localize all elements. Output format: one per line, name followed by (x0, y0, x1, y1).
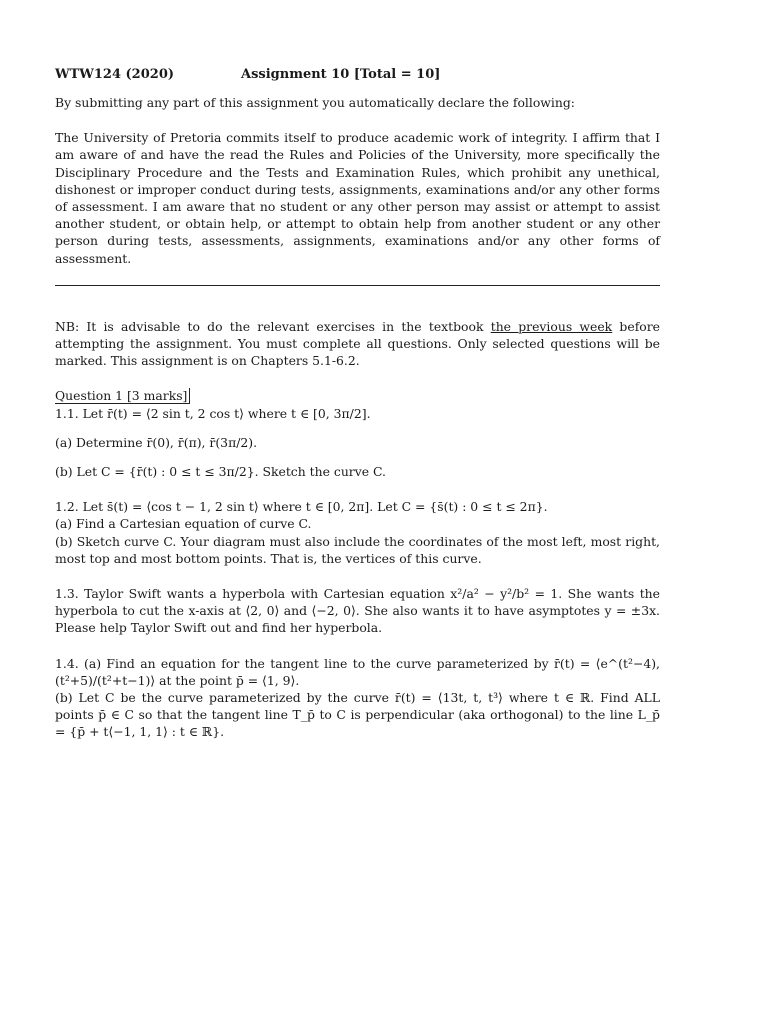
q1-1: 1.1. Let r̄(t) = ⟨2 sin t, 2 cos t⟩ where t ∈ [0, 3π/2]. (55, 405, 371, 421)
q1-2a: (a) Find a Cartesian equation of curve C. (55, 516, 312, 532)
divider (55, 285, 660, 286)
q1-4a: 1.4. (a) Find an equation for the tangent line to the curve parameterized by r̄(t) = ⟨e^(t²−4), (t²+5)/(t²+t−1)⟩ at the point p̄ = ⟨1, 9⟩. (55, 655, 660, 688)
nb-text-before: NB: It is advisable to do the relevant exercises in the textbook (55, 318, 491, 334)
header (55, 66, 660, 86)
question-heading: Question 1 [3 marks] (55, 388, 190, 404)
q1-4b: (b) Let C be the curve parameterized by the curve r̄(t) = ⟨13t, t, t³⟩ where t ∈ ℝ. Find ALL points p̄ ∈ C so that the tangent line T_p̄ to C is perpendicular (aka orthogonal) to the line L_p̄ = {p̄ + t⟨−1, 1, 1⟩ : t ∈ ℝ}. (55, 690, 660, 740)
integrity-statement: The University of Pretoria commits itself to produce academic work of integrity. I affirm that I am aware of and have the read the Rules and Policies of the University, more specifically the Disciplinary Procedure and the Tests and Examination Rules, which prohibit any unethical, dishonest or improper conduct during tests, assignments, examinations and/or any other forms of assessment. I am aware that no student or any other person may assist or attempt to assist another student, or obtain help, or attempt to obtain help from another student or any other person during tests, assessments, assignments, examinations and/or any other forms of assessment. (55, 130, 660, 266)
nb-text-after: before attempting the assignment. You must complete all questions. Only selected questions will be marked. This assignment is on Chapters 5.1-6.2. (55, 318, 660, 369)
q1-2: 1.2. Let s̄(t) = ⟨cos t − 1, 2 sin t⟩ where t ∈ [0, 2π]. Let C = {s̄(t) : 0 ≤ t ≤ 2π}. (55, 499, 548, 515)
q1-1a: (a) Determine r̄(0), r̄(π), r̄(3π/2). (55, 434, 258, 450)
q1-1b: (b) Let C = {r̄(t) : 0 ≤ t ≤ 3π/2}. Sketch the curve C. (55, 464, 386, 480)
declaration-intro: By submitting any part of this assignment you automatically declare the following: (55, 95, 575, 110)
course-code: WTW124 (2020) (55, 67, 175, 82)
q1-2b: (b) Sketch curve C. Your diagram must also include the coordinates of the most left, most right, most top and most bottom points. That is, the vertices of this curve. (55, 533, 660, 566)
assignment-title: Assignment 10 [Total = 10] (241, 67, 441, 82)
q1-3: 1.3. Taylor Swift wants a hyperbola with Cartesian equation x²/a² − y²/b² = 1. She wants the hyperbola to cut the x-axis at ⟨2, 0⟩ and ⟨−2, 0⟩. She also wants it to have asymptotes y = ±3x. Please help Taylor Swift out and find her hyperbola. (55, 586, 660, 636)
nb-underlined: the previous week (490, 318, 613, 334)
nb-note (55, 318, 660, 370)
assignment-page (55, 66, 660, 741)
